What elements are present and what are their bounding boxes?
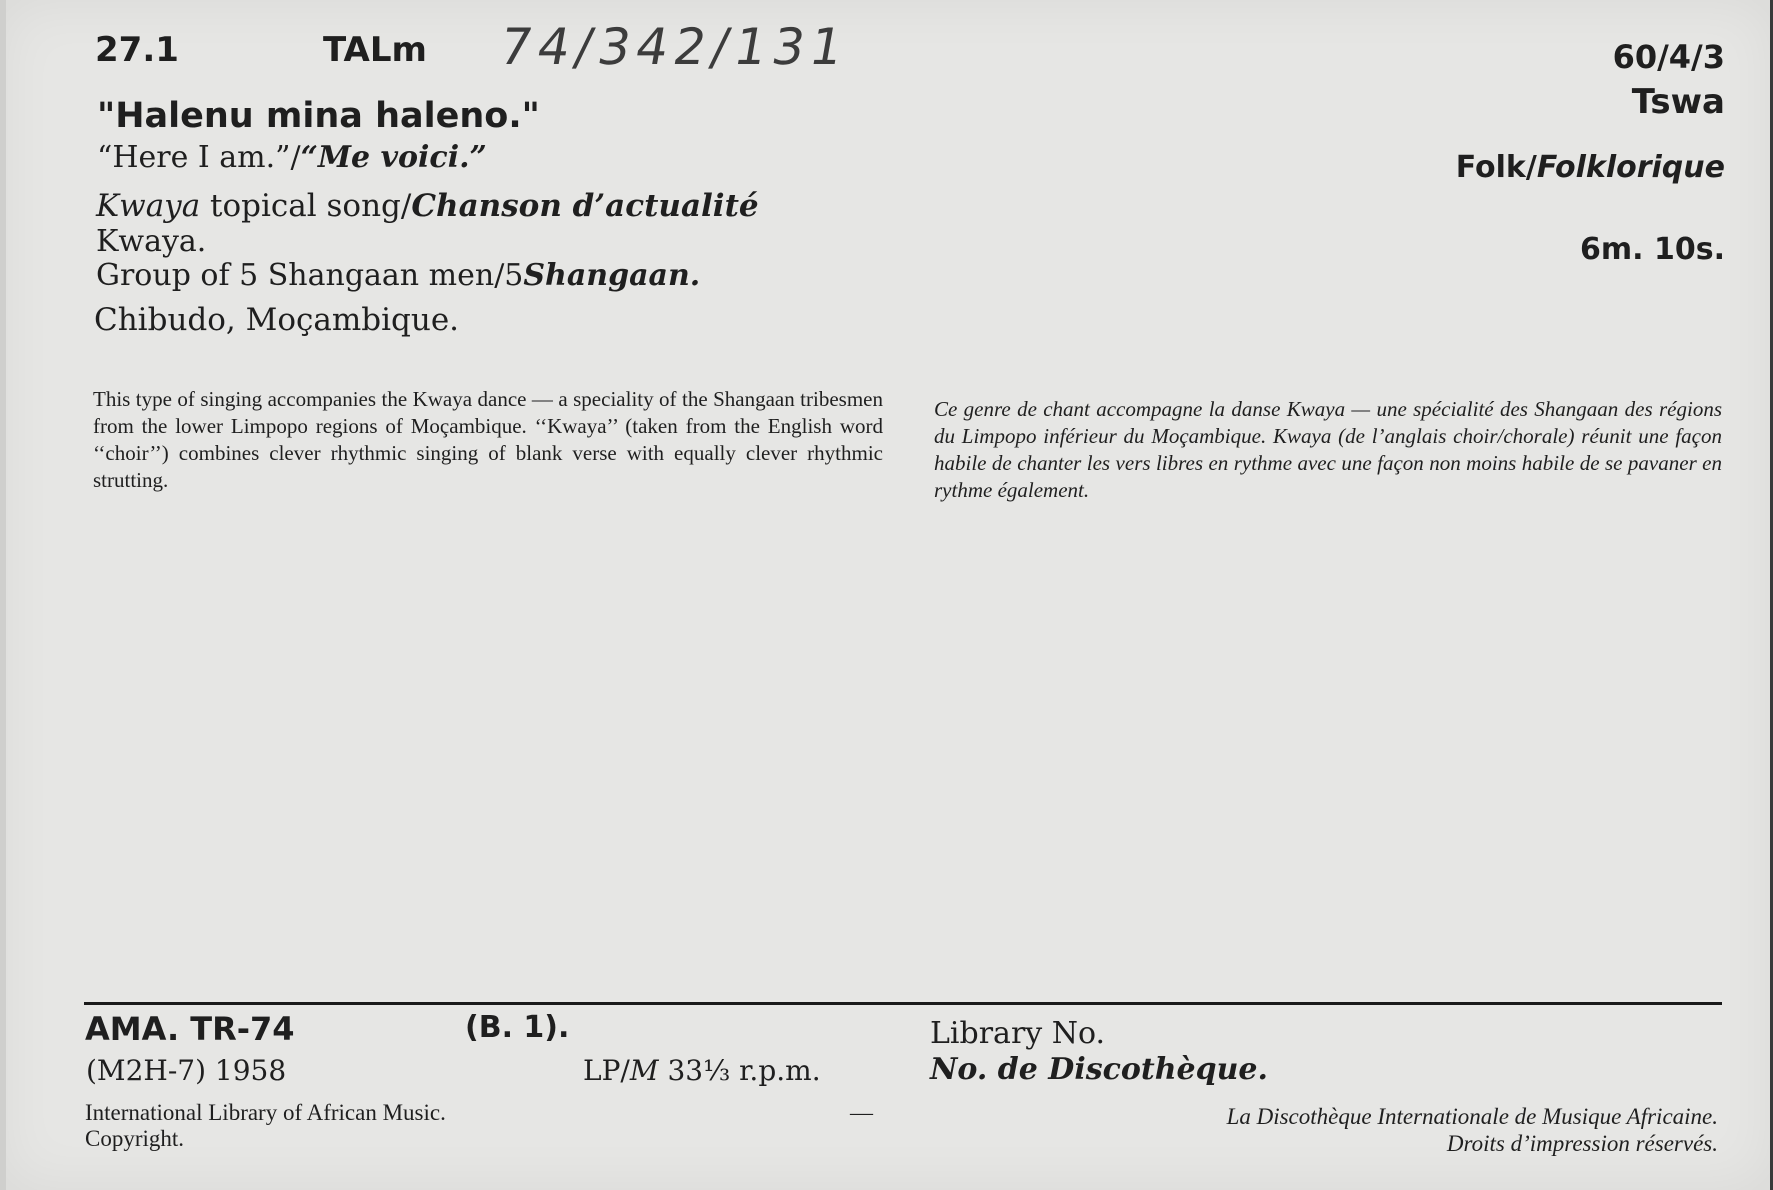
format-speed: 33⅓ r.p.m. bbox=[658, 1054, 821, 1087]
language: Tswa bbox=[1631, 82, 1725, 122]
category-fr: Folklorique bbox=[1536, 150, 1725, 185]
library-no-fr: No. de Discothèque. bbox=[930, 1052, 1268, 1087]
translation-fr: “Me voici.” bbox=[300, 140, 487, 175]
category bbox=[1456, 150, 1725, 185]
record-format bbox=[583, 1054, 821, 1087]
record-side: (B. 1). bbox=[465, 1010, 570, 1045]
record-label: AMA. TR-74 bbox=[85, 1010, 295, 1048]
publisher-fr: La Discothèque Internationale de Musique Africaine. bbox=[1226, 1104, 1718, 1129]
duration: 6m. 10s. bbox=[1580, 232, 1725, 267]
description-french: Ce genre de chant accompagne la danse Kwaya — une spécialité des Shangaan des régions du Limpopo inférieur du Moçambique. Kwaya (de l’anglais choir/chorale) réunit une façon habile de chanter les vers libres en rythme avec une façon non moins habile de se pavaner en rythme également. bbox=[934, 397, 1722, 502]
footer-dash: — bbox=[850, 1100, 873, 1125]
item-number: 27.1 bbox=[95, 30, 179, 70]
catalog-code: 60/4/3 bbox=[1612, 38, 1725, 76]
genre-line bbox=[96, 188, 759, 224]
matrix-year: (M2H-7) 1958 bbox=[86, 1054, 287, 1087]
dance-name: Kwaya. bbox=[96, 224, 207, 259]
publisher-en: International Library of African Music. bbox=[85, 1100, 446, 1125]
description-english: This type of singing accompanies the Kwaya dance — a speciality of the Shangaan tribesmen from the lower Limpopo regions of Moçambique. ‘‘Kwaya’’ (taken from the English word ‘‘choir’’) combines clever rhythmic singing of blank verse with equally clever rhythmic strutting. bbox=[93, 387, 883, 492]
format-m: M bbox=[629, 1054, 659, 1087]
genre-fr: Chanson d’actualité bbox=[411, 188, 759, 224]
performers-fr: Shangaan. bbox=[523, 258, 701, 293]
song-title: "Halenu mina haleno." bbox=[97, 96, 540, 136]
library-no-en: Library No. bbox=[930, 1016, 1106, 1051]
location: Chibudo, Moçambique. bbox=[94, 302, 460, 338]
category-en: Folk/ bbox=[1455, 150, 1537, 185]
footer-divider bbox=[84, 1002, 1722, 1005]
genre-word: Kwaya bbox=[96, 188, 201, 224]
performers bbox=[96, 258, 700, 293]
series-code: TALm bbox=[323, 30, 427, 70]
format-prefix: LP/ bbox=[583, 1054, 630, 1087]
handwritten-reference: 74/342/131 bbox=[494, 18, 854, 76]
translation-en: “Here I am.”/ bbox=[97, 140, 301, 175]
copyright-fr: Droits d’impression réservés. bbox=[1446, 1131, 1718, 1156]
genre-en: topical song/ bbox=[200, 188, 412, 224]
song-translation bbox=[97, 140, 487, 175]
copyright-en: Copyright. bbox=[85, 1126, 185, 1151]
performers-en: Group of 5 Shangaan men/5 bbox=[96, 258, 524, 293]
